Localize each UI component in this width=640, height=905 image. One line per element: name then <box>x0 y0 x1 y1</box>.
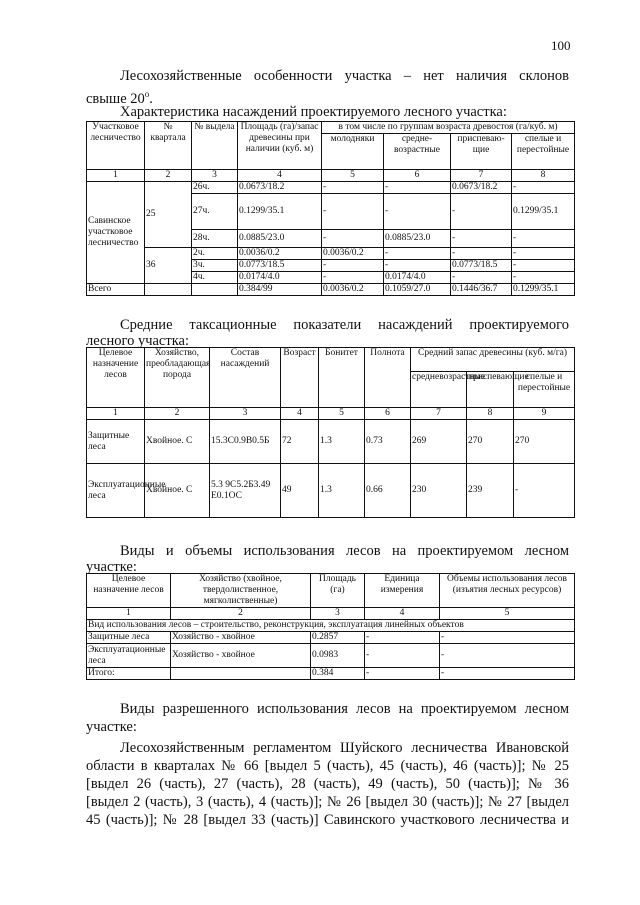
middle: - <box>384 260 451 272</box>
ripening: 0.0673/18.2 <box>451 182 512 194</box>
ripening: 239 <box>467 464 514 518</box>
ripening: - <box>451 230 512 248</box>
ripe: 0.1299/35.1 <box>512 194 575 230</box>
ripe: - <box>512 272 575 284</box>
bonitet: 1.3 <box>319 420 365 464</box>
col-num: 7 <box>411 408 467 420</box>
middle: - <box>384 194 451 230</box>
header-quarter: № квартала <box>145 122 192 170</box>
table-row <box>87 644 575 668</box>
taxation-table <box>86 347 575 518</box>
col-num: 7 <box>451 170 512 182</box>
header-volume: Объемы использования лесов (изъятия лесных ресурсов) <box>440 574 575 608</box>
area: 0.0885/23.0 <box>238 230 322 248</box>
total-label: Итого: <box>87 668 171 680</box>
section2-line-1: Средние таксационные показатели насаждений проектируемого <box>120 317 569 333</box>
usage-type: Вид использования лесов – строительство, реконструкция, эксплуатация линейных объектов <box>87 620 575 632</box>
header-stock: Средний запас древесины (куб. м/га) <box>411 348 575 372</box>
economy: Хозяйство - хвойное <box>171 644 311 668</box>
col-num: 8 <box>467 408 514 420</box>
allotment: 27ч. <box>192 194 238 230</box>
degree-sup: о <box>144 89 150 99</box>
col-num: 8 <box>512 170 575 182</box>
body-line-5: 45 (часть)]; № 28 [выдел 33 (часть)] Савинского участкового лесничества и <box>86 812 569 828</box>
purpose: Защитные леса <box>87 632 171 644</box>
col-num: 1 <box>87 170 145 182</box>
section3-line-2: участке: <box>86 559 137 575</box>
total-unit: - <box>365 668 440 680</box>
bonitet: 1.3 <box>319 464 365 518</box>
col-num: 2 <box>145 408 210 420</box>
col-num: 4 <box>281 408 319 420</box>
age: 49 <box>281 464 319 518</box>
col-num: 4 <box>238 170 322 182</box>
area: 0.0174/4.0 <box>238 272 322 284</box>
header-age-groups: в том числе по группам возраста древостоя (га/куб. м) <box>322 122 575 134</box>
area: 0.2857 <box>311 632 365 644</box>
economy: Хвойное. С <box>145 420 210 464</box>
middle: - <box>384 182 451 194</box>
allotment: 4ч. <box>192 272 238 284</box>
age: 72 <box>281 420 319 464</box>
area: 0.0673/18.2 <box>238 182 322 194</box>
young: - <box>322 230 384 248</box>
stand-characteristics-table <box>86 121 575 296</box>
middle: - <box>384 248 451 260</box>
header-purpose: Целевое назначение лесов <box>87 574 171 608</box>
header-forestry: Участковое лесничество <box>87 122 145 170</box>
ripening: - <box>451 272 512 284</box>
col-num: 5 <box>440 608 575 620</box>
total-ripening: 0.1446/36.7 <box>451 284 512 296</box>
total-label: Всего <box>87 284 145 296</box>
ripe: - <box>512 260 575 272</box>
body-line-2: области в кварталах № 66 [выдел 5 (часть), 45 (часть), 46 (часть)]; № 25 <box>86 758 569 774</box>
composition: 15.3С0.9В0.5Б <box>210 420 281 464</box>
page-number: 100 <box>551 38 571 53</box>
economy: Хвойное. С <box>145 464 210 518</box>
total-row <box>87 668 575 680</box>
section3-line-1: Виды и объемы использования лесов на проектируемом лесном <box>120 543 569 559</box>
intro-line-1: Лесохозяйственные особенности участка – нет наличия склонов <box>120 68 569 84</box>
usage-volumes-table <box>86 573 575 680</box>
intro-line-2-end: . <box>149 90 153 107</box>
header-ripe: спелые и перестойные <box>512 134 575 170</box>
intro-line-2-text: свыше 20 <box>86 90 145 107</box>
young: - <box>322 272 384 284</box>
header-age: Возраст <box>281 348 319 408</box>
purpose: Защитные леса <box>87 420 145 464</box>
col-num: 5 <box>322 170 384 182</box>
header-ripening: приспевающие <box>467 372 514 408</box>
header-ripe: спелые и перестойные <box>514 372 575 408</box>
young: - <box>322 194 384 230</box>
middle: 0.0174/4.0 <box>384 272 451 284</box>
table-row <box>87 464 575 518</box>
middle: 230 <box>411 464 467 518</box>
section4-line-1: Виды разрешенного использования лесов на проектируемом лесном <box>120 701 569 717</box>
header-area: Площадь (га) <box>311 574 365 608</box>
header-economy: Хозяйство, преобладающая порода <box>145 348 210 408</box>
col-num: 1 <box>87 408 145 420</box>
col-num: 6 <box>384 170 451 182</box>
total-ripe: 0.1299/35.1 <box>512 284 575 296</box>
allotment: 2ч. <box>192 248 238 260</box>
area: 0.0983 <box>311 644 365 668</box>
total-young: 0.0036/0.2 <box>322 284 384 296</box>
column-numbers-row <box>87 170 575 182</box>
density: 0.73 <box>365 420 411 464</box>
purpose: Эксплуатационные леса <box>87 644 171 668</box>
header-allotment: № выдела <box>192 122 238 170</box>
quarter-25: 25 <box>145 182 192 248</box>
total-area: 0.384 <box>311 668 365 680</box>
section4-line-2: участке: <box>86 719 137 735</box>
col-num: 3 <box>192 170 238 182</box>
empty-cell <box>145 284 192 296</box>
area: 0.1299/35.1 <box>238 194 322 230</box>
col-num: 1 <box>87 608 171 620</box>
body-line-1: Лесохозяйственным регламентом Шуйского лесничества Ивановской <box>120 740 569 756</box>
table1-title: Характеристика насаждений проектируемого лесного участка: <box>120 104 507 120</box>
composition: 5.3 9С5.2Б3.49 Е0.1ОС <box>210 464 281 518</box>
col-num: 9 <box>514 408 575 420</box>
header-ripening: приспеваю-щие <box>451 134 512 170</box>
ripe: - <box>514 464 575 518</box>
column-numbers-row <box>87 408 575 420</box>
empty-cell <box>192 284 238 296</box>
volume: - <box>440 632 575 644</box>
header-middle: средне-возрастные <box>384 134 451 170</box>
total-middle: 0.1059/27.0 <box>384 284 451 296</box>
body-line-4: [выдел 2 (часть), 3 (часть), 4 (часть)]; № 26 [выдел 30 (часть)]; № 27 [выдел <box>86 794 569 810</box>
body-line-3: [выдел 26 (часть), 27 (часть), 28 (часть), 49 (часть), 50 (часть)]; № 36 <box>86 776 569 792</box>
allotment: 26ч. <box>192 182 238 194</box>
ripe: - <box>512 182 575 194</box>
header-young: молодняки <box>322 134 384 170</box>
header-purpose: Целевое назначение лесов <box>87 348 145 408</box>
ripening: - <box>451 194 512 230</box>
young: 0.0036/0.2 <box>322 248 384 260</box>
column-numbers-row <box>87 608 575 620</box>
col-num: 6 <box>365 408 411 420</box>
total-row <box>87 284 575 296</box>
header-bonitet: Бонитет <box>319 348 365 408</box>
unit: - <box>365 632 440 644</box>
density: 0.66 <box>365 464 411 518</box>
area: 0.0036/0.2 <box>238 248 322 260</box>
col-num: 4 <box>365 608 440 620</box>
quarter-36: 36 <box>145 248 192 284</box>
ripening: 270 <box>467 420 514 464</box>
col-num: 3 <box>311 608 365 620</box>
header-middle: средневозрастные <box>411 372 467 408</box>
unit: - <box>365 644 440 668</box>
ripening: 0.0773/18.5 <box>451 260 512 272</box>
ripe: 270 <box>514 420 575 464</box>
table-row <box>87 420 575 464</box>
header-composition: Состав насаждений <box>210 348 281 408</box>
table-row <box>87 632 575 644</box>
middle: 0.0885/23.0 <box>384 230 451 248</box>
header-economy: Хозяйство (хвойное, твердолиственное, мягколиственные) <box>171 574 311 608</box>
empty-cell <box>171 668 311 680</box>
allotment: 28ч. <box>192 230 238 248</box>
forestry-name: Савинское участковое лесничество <box>87 182 145 284</box>
young: - <box>322 260 384 272</box>
total-volume: - <box>440 668 575 680</box>
young: - <box>322 182 384 194</box>
col-num: 2 <box>145 170 192 182</box>
section2-line-2: лесного участка: <box>86 333 189 349</box>
ripening: - <box>451 248 512 260</box>
col-num: 3 <box>210 408 281 420</box>
header-density: Полнота <box>365 348 411 408</box>
allotment: 3ч. <box>192 260 238 272</box>
purpose: Эксплуатационные леса <box>87 464 145 518</box>
middle: 269 <box>411 420 467 464</box>
header-unit: Единица измерения <box>365 574 440 608</box>
col-num: 2 <box>171 608 311 620</box>
ripe: - <box>512 230 575 248</box>
economy: Хозяйство - хвойное <box>171 632 311 644</box>
total-area: 0.384/99 <box>238 284 322 296</box>
col-num: 5 <box>319 408 365 420</box>
ripe: - <box>512 248 575 260</box>
header-area: Площадь (га)/запас древесины при наличии (куб. м) <box>238 122 322 170</box>
area: 0.0773/18.5 <box>238 260 322 272</box>
volume: - <box>440 644 575 668</box>
